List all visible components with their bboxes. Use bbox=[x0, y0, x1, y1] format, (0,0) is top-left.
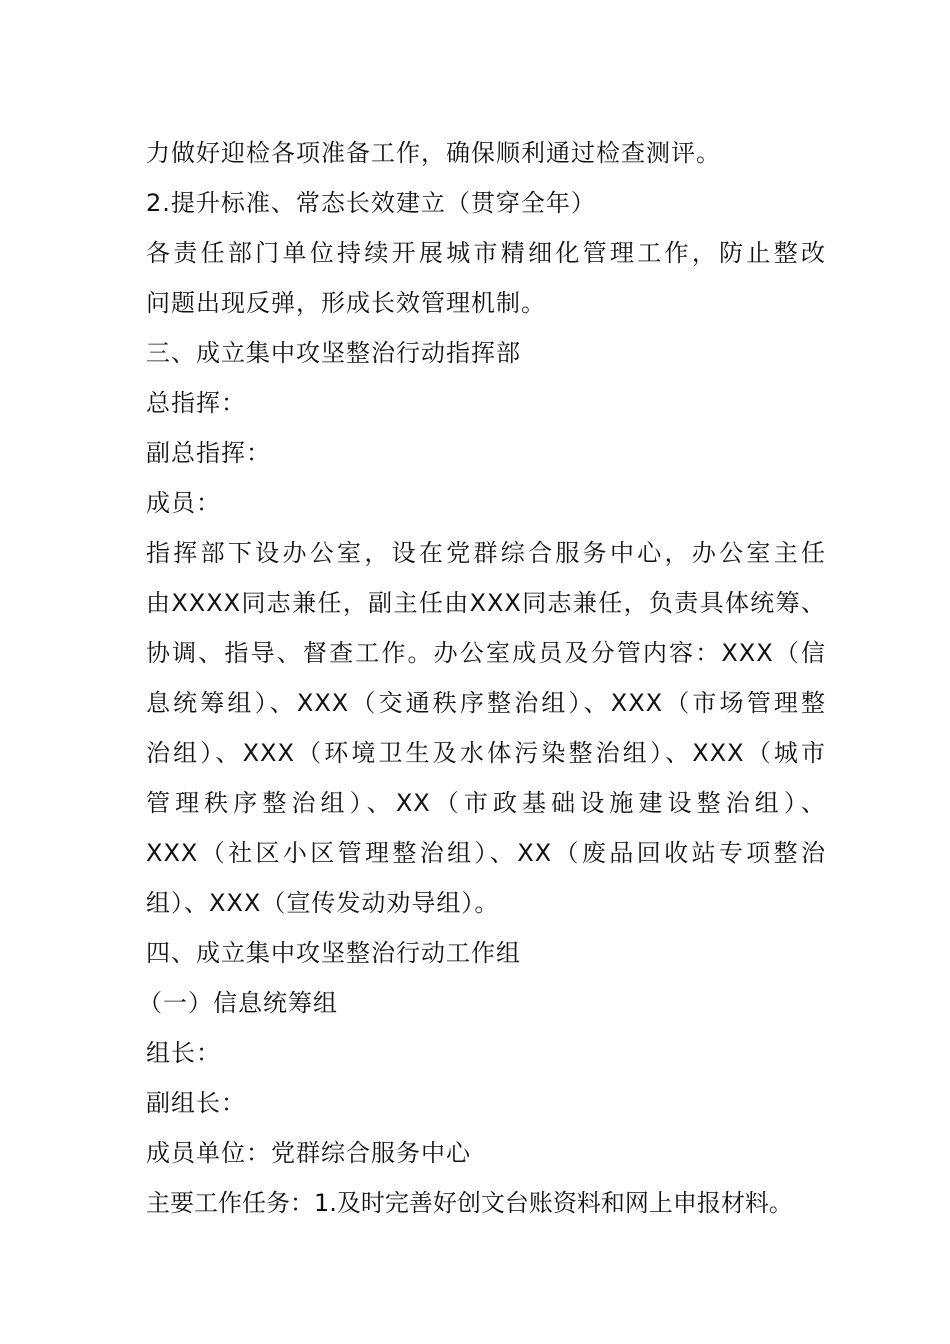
field-label: 副组长： bbox=[146, 1089, 246, 1117]
paragraph-line: 力做好迎检各项准备工作，确保顺利通过检查测评。 bbox=[146, 139, 721, 167]
paragraph-line: 组）、XXX（宣传发动劝导组）。 bbox=[146, 889, 500, 917]
paragraph-line: XXX（社区小区管理整治组）、XX（废品回收站专项整治 bbox=[146, 839, 826, 867]
paragraph-line: 协调、指导、督查工作。办公室成员及分管内容：XXX（信 bbox=[146, 639, 826, 667]
section-heading: 四、成立集中攻坚整治行动工作组 bbox=[146, 939, 521, 967]
field-label: 成员单位：党群综合服务中心 bbox=[146, 1139, 471, 1167]
document-body bbox=[138, 128, 826, 1228]
paragraph-line: 治组）、XXX（环境卫生及水体污染整治组）、XXX（城市 bbox=[146, 739, 826, 767]
section-heading: 2.提升标准、常态长效建立（贯穿全年） bbox=[146, 189, 596, 217]
paragraph-line: 息统筹组）、XXX（交通秩序整治组）、XXX（市场管理整 bbox=[146, 689, 826, 717]
paragraph-line: 各责任部门单位持续开展城市精细化管理工作，防止整改 bbox=[146, 239, 826, 267]
field-label: 总指挥： bbox=[146, 389, 246, 417]
field-label: 组长： bbox=[146, 1039, 221, 1067]
paragraph-line: 管理秩序整治组）、XX（市政基础设施建设整治组）、 bbox=[146, 789, 826, 817]
field-label: 成员： bbox=[146, 489, 221, 517]
subsection-heading: （一）信息统筹组 bbox=[138, 989, 338, 1017]
field-label: 副总指挥： bbox=[146, 439, 271, 467]
paragraph-line: 问题出现反弹，形成长效管理机制。 bbox=[146, 289, 546, 317]
paragraph-line: 主要工作任务：1.及时完善好创文台账资料和网上申报材料。 bbox=[146, 1189, 793, 1217]
section-heading: 三、成立集中攻坚整治行动指挥部 bbox=[146, 339, 521, 367]
paragraph-line: 由XXXX同志兼任，副主任由XXX同志兼任，负责具体统筹、 bbox=[146, 589, 826, 617]
paragraph-line: 指挥部下设办公室，设在党群综合服务中心，办公室主任 bbox=[146, 539, 826, 567]
